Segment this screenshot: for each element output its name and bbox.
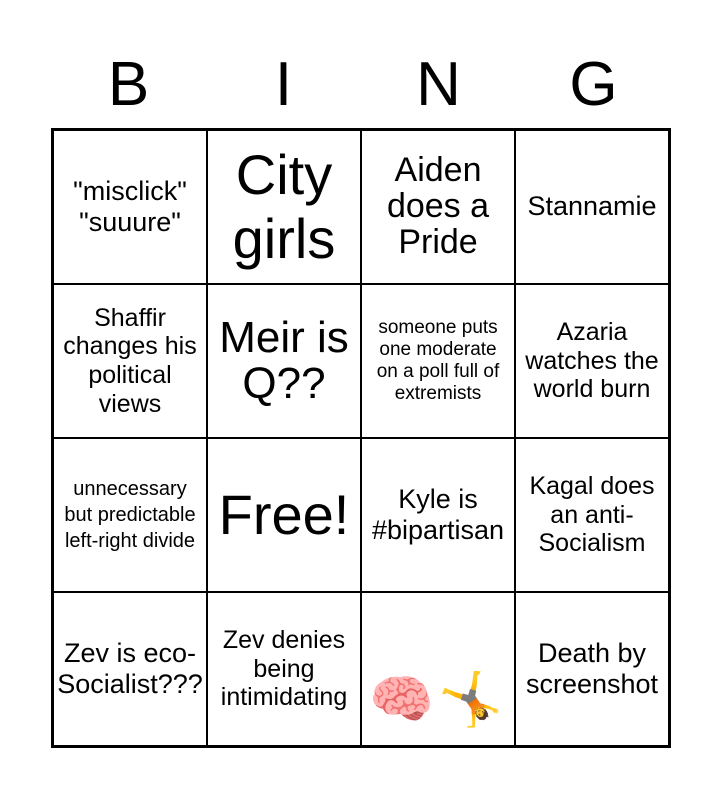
bingo-cell-4-1[interactable]: Zev is eco-Socialist???	[53, 592, 207, 746]
header-letter-b: B	[107, 50, 150, 119]
bingo-cell-4-4[interactable]: Death by screenshot	[515, 592, 669, 746]
bingo-card-grid	[51, 128, 671, 748]
bingo-cell-2-2[interactable]: Meir is Q??	[207, 284, 361, 438]
bingo-cell-1-3[interactable]: Aiden does a Pride	[361, 130, 515, 284]
bingo-cell-3-3[interactable]: Kyle is #bipartisan	[361, 438, 515, 592]
bingo-cell-2-1[interactable]: Shaffir changes his political views	[53, 284, 207, 438]
bingo-cell-3-1[interactable]: unnecessary but predictable left-right divide	[53, 438, 207, 592]
bingo-cell-2-3[interactable]: someone puts one moderate on a poll full of extremists	[361, 284, 515, 438]
bingo-cell-1-1[interactable]: "misclick" "suuure"	[53, 130, 207, 284]
header-letter-i: I	[274, 50, 293, 119]
brain-cartwheel-icon[interactable]: 🧠🤸	[361, 592, 515, 746]
bingo-header	[51, 50, 671, 120]
bingo-cell-1-4[interactable]: Stannamie	[515, 130, 669, 284]
bingo-cell-4-2[interactable]: Zev denies being intimidating	[207, 592, 361, 746]
bingo-cell-3-4[interactable]: Kagal does an anti-Socialism	[515, 438, 669, 592]
bingo-cell-1-2[interactable]: City girls	[207, 130, 361, 284]
header-letter-g: G	[569, 50, 618, 119]
bingo-cell-3-2-free[interactable]: Free!	[207, 438, 361, 592]
header-letter-n: N	[416, 50, 461, 119]
bingo-cell-2-4[interactable]: Azaria watches the world burn	[515, 284, 669, 438]
